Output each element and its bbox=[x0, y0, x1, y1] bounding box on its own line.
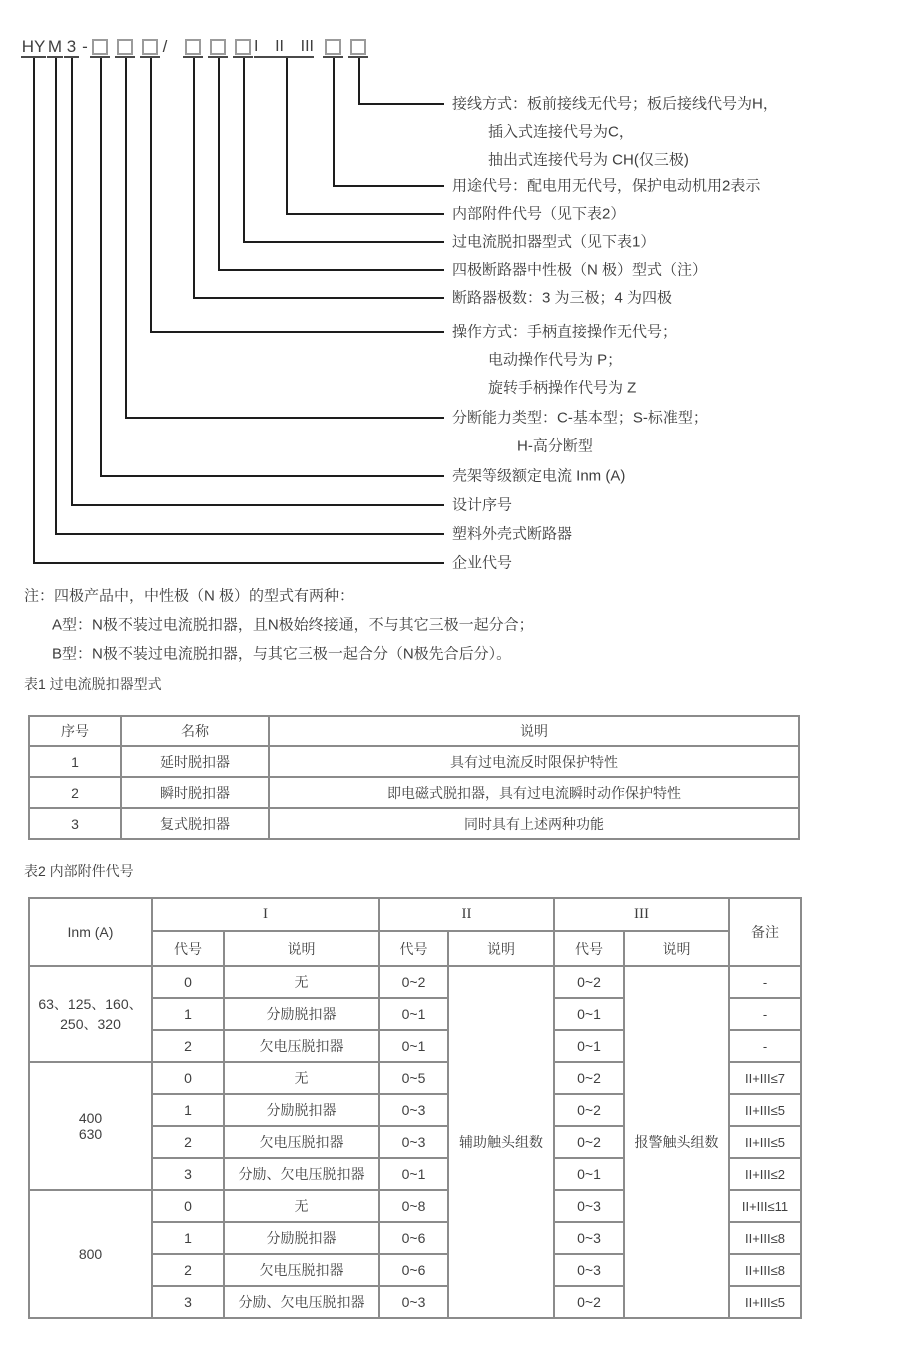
code-box-operation-mode bbox=[140, 38, 160, 58]
table2-cell: 无 bbox=[224, 1062, 379, 1094]
table1-header-index: 序号 bbox=[29, 716, 121, 746]
table2-remark-cell: II+III≤11 bbox=[729, 1190, 801, 1222]
table2-cell: 0~3 bbox=[554, 1254, 624, 1286]
table2-cell: 0~2 bbox=[554, 1126, 624, 1158]
table2-cell: 0~6 bbox=[379, 1254, 448, 1286]
annotation-operation-mode-line3: 旋转手柄操作代号为 Z bbox=[488, 379, 637, 397]
annotation-neutral-type: 四极断路器中性极（N 极）型式（注） bbox=[452, 261, 708, 279]
annotation-breaking-capacity: 分断能力类型：C-基本型；S-标准型； bbox=[452, 409, 708, 427]
inm-line: 630 bbox=[78, 1126, 103, 1142]
table2-cell: 分励、欠电压脱扣器 bbox=[224, 1286, 379, 1318]
table2-cell: 分励脱扣器 bbox=[224, 998, 379, 1030]
table2-remark-cell: - bbox=[729, 1030, 801, 1062]
table2-cell: 0~2 bbox=[554, 1094, 624, 1126]
table2-remark-cell: II+III≤7 bbox=[729, 1062, 801, 1094]
table2-subheader-code: 代号 bbox=[379, 931, 448, 966]
blank-box-icon bbox=[235, 39, 251, 55]
table2-cell: 0~1 bbox=[554, 998, 624, 1030]
table2-subheader-code: 代号 bbox=[152, 931, 224, 966]
blank-box-icon bbox=[117, 39, 133, 55]
table2-cell: 0 bbox=[152, 966, 224, 998]
inm-line: 250、320 bbox=[60, 1016, 121, 1032]
roman-numeral-3: III bbox=[300, 38, 314, 55]
table2-header-row1 bbox=[29, 898, 801, 931]
table-row bbox=[29, 966, 801, 998]
table2-cell: 2 bbox=[152, 1126, 224, 1158]
annotation-overcurrent-release: 过电流脱扣器型式（见下表1） bbox=[452, 233, 656, 251]
blank-box-icon bbox=[142, 39, 158, 55]
code-token-slash: / bbox=[162, 37, 168, 56]
table1-header-row bbox=[29, 716, 799, 746]
table1-title: 表1 过电流脱扣器型式 bbox=[24, 676, 162, 692]
table2-remark-cell: II+III≤8 bbox=[729, 1222, 801, 1254]
table2-header-group3: III bbox=[554, 898, 729, 931]
table1-cell: 3 bbox=[29, 808, 121, 839]
annotation-wiring-mode-line2: 插入式连接代号为C， bbox=[488, 123, 634, 141]
table2-header-remark: 备注 bbox=[729, 898, 801, 966]
table2-subheader-code: 代号 bbox=[554, 931, 624, 966]
table2-cell: 0~1 bbox=[379, 1030, 448, 1062]
note-type-a: A型：N极不装过电流脱扣器，且N极始终接通，不与其它三极一起分合； bbox=[52, 616, 534, 634]
code-box-breaking-capacity bbox=[115, 38, 135, 58]
table1-cell: 瞬时脱扣器 bbox=[121, 777, 269, 808]
table2-subheader-desc: 说明 bbox=[448, 931, 554, 966]
code-token-company: HY bbox=[21, 37, 46, 56]
table2-subheader-desc: 说明 bbox=[624, 931, 729, 966]
table2-remark-cell: II+III≤2 bbox=[729, 1158, 801, 1190]
code-token-design: 3 bbox=[64, 37, 79, 58]
table2-cell: 0 bbox=[152, 1062, 224, 1094]
annotation-wiring-mode-line3: 抽出式连接代号为 CH(仅三极) bbox=[488, 151, 689, 169]
code-group-internal-accessories bbox=[254, 37, 314, 58]
table2-remark-cell: II+III≤5 bbox=[729, 1286, 801, 1318]
table1-header-name: 名称 bbox=[121, 716, 269, 746]
table2-remark-cell: - bbox=[729, 966, 801, 998]
table2-cell: 0~1 bbox=[379, 998, 448, 1030]
table1-cell: 延时脱扣器 bbox=[121, 746, 269, 777]
table2-cell: 分励脱扣器 bbox=[224, 1222, 379, 1254]
table2-header-inm: Inm (A) bbox=[29, 898, 152, 966]
table2-subheader-desc: 说明 bbox=[224, 931, 379, 966]
blank-box-icon bbox=[325, 39, 341, 55]
code-token-type: M bbox=[47, 37, 63, 56]
annotation-wiring-mode: 接线方式：板前接线无代号；板后接线代号为H， bbox=[452, 95, 778, 113]
table1-header-desc: 说明 bbox=[269, 716, 799, 746]
blank-box-icon bbox=[210, 39, 226, 55]
blank-box-icon bbox=[350, 39, 366, 55]
table2-cell: 0~8 bbox=[379, 1190, 448, 1222]
annotation-poles: 断路器极数：3 为三极；4 为四极 bbox=[452, 289, 673, 307]
code-box-usage bbox=[323, 38, 343, 58]
note-head: 注：四极产品中，中性极（N 极）的型式有两种： bbox=[24, 587, 355, 605]
table2-cell: 0~2 bbox=[379, 966, 448, 998]
table2-cell: 0~3 bbox=[379, 1286, 448, 1318]
annotation-internal-accessory: 内部附件代号（见下表2） bbox=[452, 205, 626, 223]
table2-cell: 1 bbox=[152, 998, 224, 1030]
table2-remark-cell: II+III≤8 bbox=[729, 1254, 801, 1286]
table2-cell: 1 bbox=[152, 1094, 224, 1126]
blank-box-icon bbox=[185, 39, 201, 55]
table1-overcurrent-release-types bbox=[28, 715, 800, 840]
table1-cell: 具有过电流反时限保护特性 bbox=[269, 746, 799, 777]
table2-cell: 3 bbox=[152, 1158, 224, 1190]
annotation-usage: 用途代号：配电用无代号，保护电动机用2表示 bbox=[452, 177, 761, 195]
table2-cell: 3 bbox=[152, 1286, 224, 1318]
table2-cell: 0~2 bbox=[554, 1286, 624, 1318]
code-box-poles bbox=[183, 38, 203, 58]
table2-inm-group1 bbox=[29, 966, 152, 1062]
annotation-operation-mode-line2: 电动操作代号为 P； bbox=[488, 351, 623, 369]
table1-cell: 即电磁式脱扣器，具有过电流瞬时动作保护特性 bbox=[269, 777, 799, 808]
table2-internal-accessory-codes bbox=[28, 897, 802, 1319]
annotation-frame-current: 壳架等级额定电流 Inm (A) bbox=[452, 467, 626, 485]
table2-cell: 分励、欠电压脱扣器 bbox=[224, 1158, 379, 1190]
code-box-overcurrent-release bbox=[233, 38, 253, 58]
table2-cell: 欠电压脱扣器 bbox=[224, 1126, 379, 1158]
code-box-neutral-type bbox=[208, 38, 228, 58]
table2-cell: 欠电压脱扣器 bbox=[224, 1254, 379, 1286]
table2-cell: 2 bbox=[152, 1030, 224, 1062]
connector-company-code bbox=[33, 58, 444, 564]
table2-remark-cell: - bbox=[729, 998, 801, 1030]
table2-cell: 欠电压脱扣器 bbox=[224, 1030, 379, 1062]
table2-cell: 分励脱扣器 bbox=[224, 1094, 379, 1126]
table2-header-group1: I bbox=[152, 898, 379, 931]
table2-cell: 0~2 bbox=[554, 1062, 624, 1094]
table-row bbox=[29, 777, 799, 808]
table2-title: 表2 内部附件代号 bbox=[24, 863, 134, 879]
table1-cell: 2 bbox=[29, 777, 121, 808]
table2-cell: 0~3 bbox=[554, 1190, 624, 1222]
roman-numeral-2: II bbox=[275, 38, 284, 55]
table2-cell: 0~1 bbox=[554, 1030, 624, 1062]
table2-cell: 无 bbox=[224, 1190, 379, 1222]
table1-cell: 复式脱扣器 bbox=[121, 808, 269, 839]
code-box-wiring-mode bbox=[348, 38, 368, 58]
table-row bbox=[29, 808, 799, 839]
annotation-breaking-capacity-line2: H-高分断型 bbox=[517, 437, 593, 455]
blank-box-icon bbox=[92, 39, 108, 55]
roman-numeral-1: I bbox=[254, 38, 259, 55]
table2-remark-cell: II+III≤5 bbox=[729, 1126, 801, 1158]
table2-cell: 无 bbox=[224, 966, 379, 998]
table2-inm-group3 bbox=[29, 1190, 152, 1318]
code-token-dash: - bbox=[82, 37, 88, 56]
table2-cell: 0~2 bbox=[554, 966, 624, 998]
note-type-b: B型：N极不装过电流脱扣器，与其它三极一起合分（N极先合后分）。 bbox=[52, 645, 512, 663]
table2-cell: 0~1 bbox=[379, 1158, 448, 1190]
inm-line: 800 bbox=[78, 1246, 103, 1262]
table2-cell: 0~6 bbox=[379, 1222, 448, 1254]
table2-inm-group2 bbox=[29, 1062, 152, 1190]
table2-alarm-contacts-label: 报警触头组数 bbox=[624, 966, 729, 1318]
table1-cell: 1 bbox=[29, 746, 121, 777]
table2-cell: 1 bbox=[152, 1222, 224, 1254]
inm-line: 63、125、160、 bbox=[38, 996, 143, 1012]
table2-remark-cell: II+III≤5 bbox=[729, 1094, 801, 1126]
table2-cell: 0~5 bbox=[379, 1062, 448, 1094]
table2-cell: 0~3 bbox=[379, 1094, 448, 1126]
table1-cell: 同时具有上述两种功能 bbox=[269, 808, 799, 839]
table2-cell: 0~1 bbox=[554, 1158, 624, 1190]
table2-aux-contacts-label: 辅助触头组数 bbox=[448, 966, 554, 1318]
annotation-design-number: 设计序号 bbox=[452, 496, 513, 514]
annotation-company-code: 企业代号 bbox=[452, 554, 513, 572]
table-row bbox=[29, 746, 799, 777]
annotation-operation-mode: 操作方式：手柄直接操作无代号； bbox=[452, 323, 678, 341]
table2-cell: 0 bbox=[152, 1190, 224, 1222]
table2-cell: 0~3 bbox=[554, 1222, 624, 1254]
table2-cell: 2 bbox=[152, 1254, 224, 1286]
annotation-mccb: 塑料外壳式断路器 bbox=[452, 525, 573, 543]
code-box-frame-current bbox=[90, 38, 110, 58]
table2-header-group2: II bbox=[379, 898, 554, 931]
inm-line: 400 bbox=[78, 1110, 103, 1126]
table2-cell: 0~3 bbox=[379, 1126, 448, 1158]
